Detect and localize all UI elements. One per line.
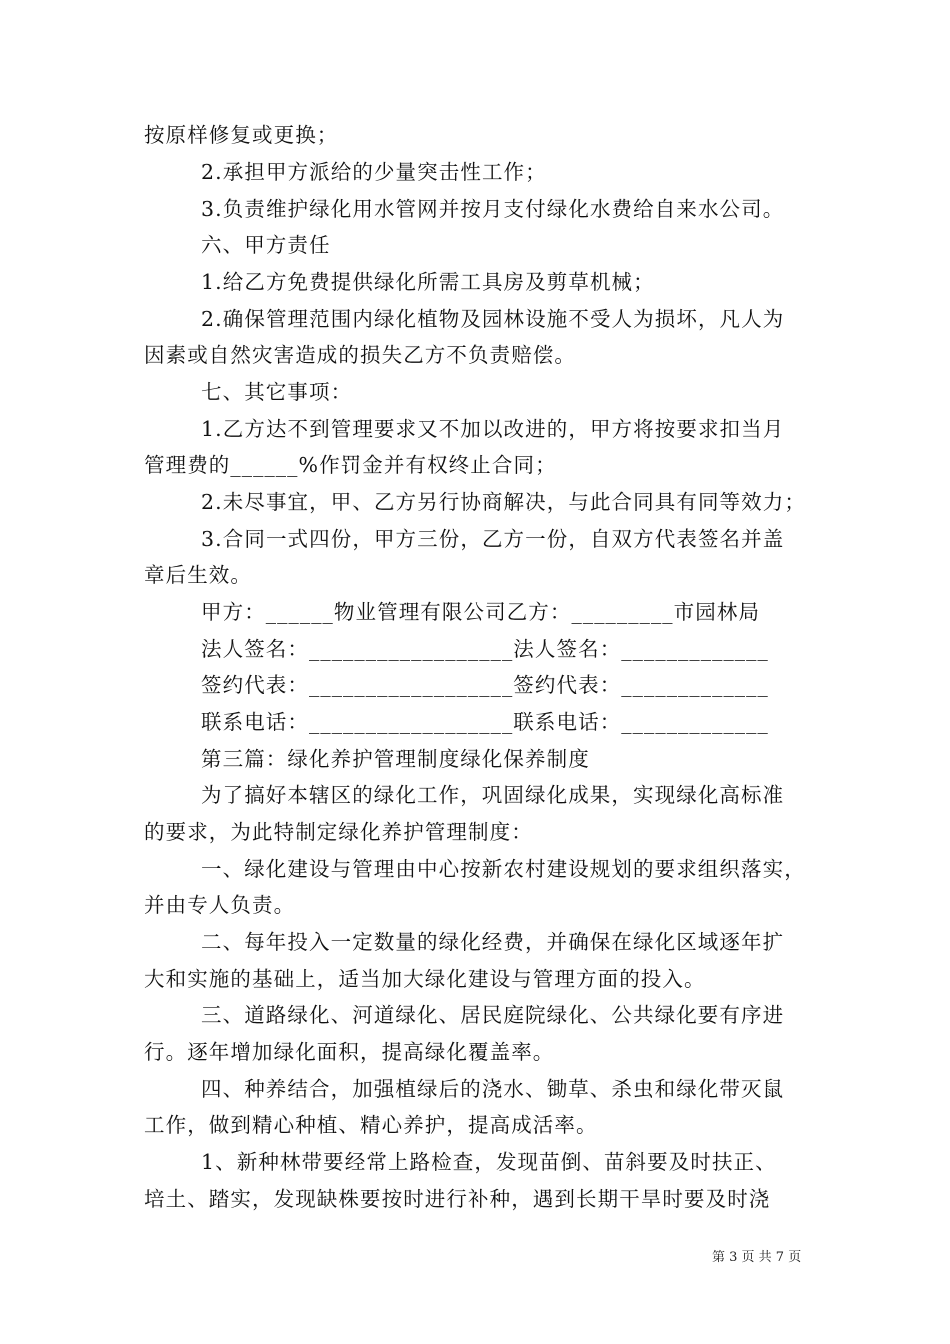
text-line: 一、绿化建设与管理由中心按新农村建设规划的要求组织落实， <box>201 857 806 881</box>
text-line: 工作，做到精心种植、精心养护，提高成活率。 <box>144 1113 598 1137</box>
text-line: 1、新种林带要经常上路检查，发现苗倒、苗斜要及时扶正、 <box>201 1150 777 1174</box>
signature-line-legal-rep: 法人签名：__________________法人签名：_____________ <box>201 637 769 661</box>
text-line: 三、道路绿化、河道绿化、居民庭院绿化、公共绿化要有序进 <box>201 1003 785 1027</box>
text-line: 四、种养结合，加强植绿后的浇水、锄草、杀虫和绿化带灭鼠 <box>201 1077 785 1101</box>
text-line: 的要求，为此特制定绿化养护管理制度： <box>144 820 533 844</box>
text-line: 二、每年投入一定数量的绿化经费，并确保在绿化区域逐年扩 <box>201 930 785 954</box>
section-heading: 六、甲方责任 <box>201 233 331 257</box>
signature-line-representative: 签约代表：__________________签约代表：_____________ <box>201 673 769 697</box>
text-line: 1.给乙方免费提供绿化所需工具房及剪草机械； <box>201 270 655 294</box>
text-line: 按原样修复或更换； <box>144 123 339 147</box>
text-line: 章后生效。 <box>144 563 252 587</box>
chapter-heading: 第三篇：绿化养护管理制度绿化保养制度 <box>201 747 590 771</box>
text-line: 并由专人负责。 <box>144 893 296 917</box>
text-line: 2.未尽事宜，甲、乙方另行协商解决，与此合同具有同等效力； <box>201 490 806 514</box>
signature-line-party: 甲方：______物业管理有限公司乙方：_________市园林局 <box>201 600 761 624</box>
text-line: 行。逐年增加绿化面积，提高绿化覆盖率。 <box>144 1040 555 1064</box>
text-line: 大和实施的基础上，适当加大绿化建设与管理方面的投入。 <box>144 967 706 991</box>
text-line: 为了搞好本辖区的绿化工作，巩固绿化成果，实现绿化高标准 <box>201 783 785 807</box>
signature-line-phone: 联系电话：__________________联系电话：_____________ <box>201 710 769 734</box>
text-line: 3.负责维护绿化用水管网并按月支付绿化水费给自来水公司。 <box>201 197 785 221</box>
text-line: 培土、踏实，发现缺株要按时进行补种，遇到长期干旱时要及时浇 <box>144 1187 771 1211</box>
page-number: 第 3 页 共 7 页 <box>712 1250 802 1265</box>
text-line: 因素或自然灾害造成的损失乙方不负责赔偿。 <box>144 343 576 367</box>
section-heading: 七、其它事项： <box>201 380 353 404</box>
text-line: 1.乙方达不到管理要求又不加以改进的，甲方将按要求扣当月 <box>201 417 785 441</box>
text-line: 3.合同一式四份，甲方三份，乙方一份，自双方代表签名并盖 <box>201 527 785 551</box>
text-line: 2.承担甲方派给的少量突击性工作； <box>201 160 547 184</box>
text-line: 管理费的______%作罚金并有权终止合同； <box>144 453 557 477</box>
text-line: 2.确保管理范围内绿化植物及园林设施不受人为损坏，凡人为 <box>201 307 785 331</box>
